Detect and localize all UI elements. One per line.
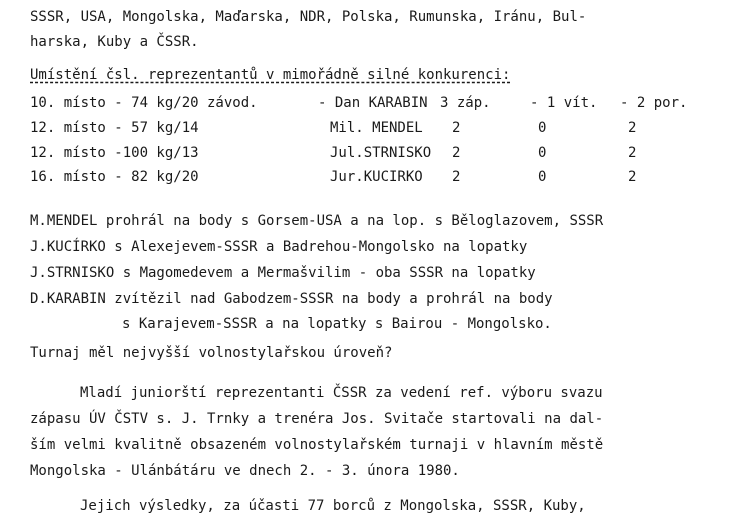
placement-wins: 0 [538,145,547,161]
placement-wins: 0 [538,169,547,185]
placement-losses: 2 [628,120,637,136]
placement-wins: - 1 vít. [530,95,598,111]
placement-place: 12. místo -100 kg/13 [30,145,199,161]
placement-row [30,94,688,112]
placement-matches: 2 [452,145,461,161]
placement-name: Jul.STRNISKO [330,145,432,161]
placement-name: Mil. MENDEL [330,120,423,136]
paragraph-line: Mladí juniorští reprezentanti ČSSR za vedení ref. výboru svazu [80,385,603,401]
placement-matches: 2 [452,169,461,185]
result-line: M.MENDEL prohrál na body s Gorsem-USA a na lop. s Běloglazovem, SSSR [30,213,604,229]
placement-row [30,144,637,162]
placements-heading: Umístění čsl. reprezentantů v mimořádně silné konkurenci: [30,67,511,83]
placement-place: 10. místo - 74 kg/20 závod. [30,95,258,111]
placement-row [30,168,637,186]
paragraph-line: ším velmi kvalitně obsazeném volnostylařském turnaji v hlavním městě [30,437,604,453]
placement-place: 12. místo - 57 kg/14 [30,120,199,136]
paragraph-line: Mongolska - Ulánbátáru ve dnech 2. - 3. února 1980. [30,463,460,479]
placement-losses: - 2 por. [620,95,688,111]
result-line: J.KUCÍRKO s Alexejevem-SSSR a Badrehou-Mongolsko na lopatky [30,239,528,255]
question-line: Turnaj měl nejvyšší volnostylařskou úroveň? [30,345,393,361]
placement-place: 16. místo - 82 kg/20 [30,169,199,185]
placement-matches: 3 záp. [440,95,491,111]
result-line: J.STRNISKO s Magomedevem a Mermašvilim - oba SSSR na lopatky [30,265,536,281]
result-line: s Karajevem-SSSR a na lopatky s Bairou - Mongolsko. [122,316,552,332]
placement-name: Jur.KUCIRKO [330,169,423,185]
paragraph-line: zápasu ÚV ČSTV s. J. Trnky a trenéra Jos. Svitače startovali na dal- [30,411,604,427]
placement-losses: 2 [628,169,637,185]
placement-losses: 2 [628,145,637,161]
paragraph-line: Jejich výsledky, za účasti 77 borců z Mongolska, SSSR, Kuby, [80,498,586,514]
intro-line-2: harska, Kuby a ČSSR. [30,34,199,50]
result-line: D.KARABIN zvítězil nad Gabodzem-SSSR na body a prohrál na body [30,291,553,307]
placement-matches: 2 [452,120,461,136]
placement-name: - Dan KARABIN [318,95,428,111]
intro-line-1: SSSR, USA, Mongolska, Maďarska, NDR, Polska, Rumunska, Iránu, Bul- [30,9,587,25]
placement-wins: 0 [538,120,547,136]
placement-row [30,119,637,137]
